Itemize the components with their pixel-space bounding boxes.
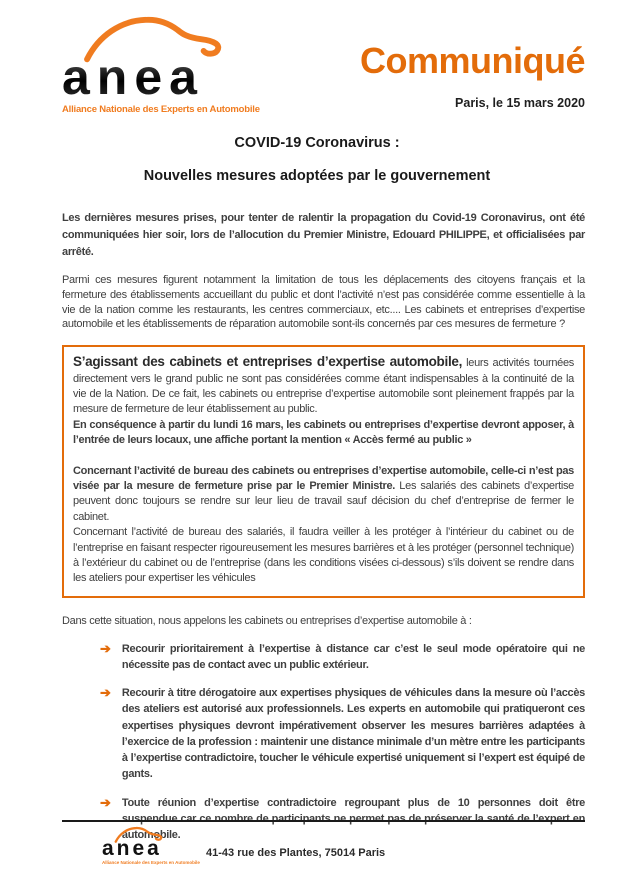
- footer-anea-logo: [102, 826, 200, 865]
- header: [0, 0, 634, 115]
- box-paragraph-1-rest: leurs activités tournées directement vers le grand public ne sont pas considérées comme étant indispensables à la continuité de la vie de la Nation. De ce fait, les cabinets ou entreprise d’expertise automobile sont pleinement frappés par la mesure de fermeture de leur établissement au public.: [73, 357, 574, 416]
- page-title: [0, 135, 634, 184]
- logo-tagline: Alliance Nationale des Experts en Automobile: [62, 104, 260, 115]
- intro-paragraph-1: Les dernières mesures prises, pour tenter de ralentir la propagation du Covid-19 Coronavirus, ont été communiquées hier soir, lors de l’allocution du Premier Ministre, Edouard PHILIPPE, et officialisées par arrêté.: [62, 212, 585, 258]
- footer-divider: [62, 820, 585, 822]
- box-paragraph-2: En conséquence à partir du lundi 16 mars, les cabinets ou entreprises d’expertise devront apposer, à l’entrée de leurs locaux, une affiche portant la mention « Accès fermé au public »: [73, 418, 574, 447]
- bullet-text: Toute réunion d’expertise contradictoire regroupant plus de 10 personnes doit être suspendue car ce nombre de participants ne permet pas de préserver la santé de l’expert en automobile.: [121, 796, 585, 841]
- footer-row: [62, 826, 585, 865]
- box-paragraph-3-rest: Les salariés des cabinets d’expertise peuvent donc toujours se rendre sur leur lieu de travail sauf décision du chef d’entreprise de fermer le cabinet.: [73, 480, 574, 523]
- appeal-lead: Dans cette situation, nous appelons les cabinets ou entreprises d’expertise automobile à :: [62, 614, 472, 627]
- box-paragraph-1: [73, 354, 574, 418]
- anea-logo: [62, 14, 262, 115]
- footer-logo-tagline: Alliance Nationale des Experts en Automobile: [102, 860, 200, 865]
- bullet-list: [62, 641, 585, 843]
- footer-address: 41-43 rue des Plantes, 75014 Paris: [206, 847, 386, 859]
- header-right: [360, 14, 585, 110]
- box-paragraph-3: [73, 464, 574, 526]
- box-paragraph-3-bold: Concernant l’activité de bureau des cabinets ou entreprises d’expertise automobile, celle-ci n’est pas visée par la mesure de fermeture prise par le Premier Ministre.: [73, 464, 574, 493]
- arrow-bullet-icon: ➔: [100, 794, 111, 810]
- bullet-text: Recourir à titre dérogatoire aux expertises physiques de véhicules dans la mesure où l’accès des ateliers est autorisé aux professionnels. Les experts en automobile qui pratiqueront ces expertises physiques devront impérativement observer les mesures barrières adaptées à l’exercice de la profession : maintenir une distance minimale d’un mètre entre les participants à l’expertise contradictoire, toucher le véhicule expertisé uniquement si l’expert est équipé de gants.: [121, 687, 585, 781]
- footer: [62, 820, 585, 865]
- logo-wordmark: anea: [62, 52, 262, 102]
- arrow-bullet-icon: ➔: [100, 640, 111, 656]
- box-lead-text: S’agissant des cabinets et entreprises d’expertise automobile,: [73, 354, 463, 370]
- footer-logo-wordmark: anea: [102, 837, 162, 860]
- page-title-line2: Nouvelles mesures adoptées par le gouvernement: [143, 168, 491, 184]
- page-title-line1: COVID-19 Coronavirus :: [234, 135, 400, 151]
- document-body: [0, 210, 634, 843]
- bullet-item: [62, 685, 585, 782]
- intro-paragraph-2: Parmi ces mesures figurent notamment la limitation de tous les déplacements des citoyens français et la fermeture des établissements accueillant du public et dont l’activité n’est pas considérée comme essentielle à la vie de la nation comme les restaurants, les centres commerciaux, etc.... Les cabinets et entreprises d’expertise automobile et les établissements de réparation automobile sont-ils concernés par ces mesures de fermeture ?: [62, 274, 585, 331]
- arrow-bullet-icon: ➔: [100, 685, 111, 701]
- doc-type-title: Communiqué: [360, 40, 585, 81]
- bullet-item: [62, 641, 585, 673]
- date-line: Paris, le 15 mars 2020: [455, 96, 585, 110]
- highlight-box: [62, 345, 585, 598]
- bullet-text: Recourir prioritairement à l’expertise à distance car c’est le seul mode opératoire qui ne nécessite pas de contact avec un public extérieur.: [121, 642, 585, 672]
- box-paragraph-4: Concernant l’activité de bureau des salariés, il faudra veiller à les protéger à l’intérieur du cabinet ou de l’entreprise en faisant respecter rigoureusement les mesures barrières et à les protéger (personnel technique) à l’extérieur du cabinet ou de l’entreprise (dans les conditions visées ci-dessous) s’ils doivent se rendre dans les ateliers pour expertiser les véhicules: [73, 526, 574, 585]
